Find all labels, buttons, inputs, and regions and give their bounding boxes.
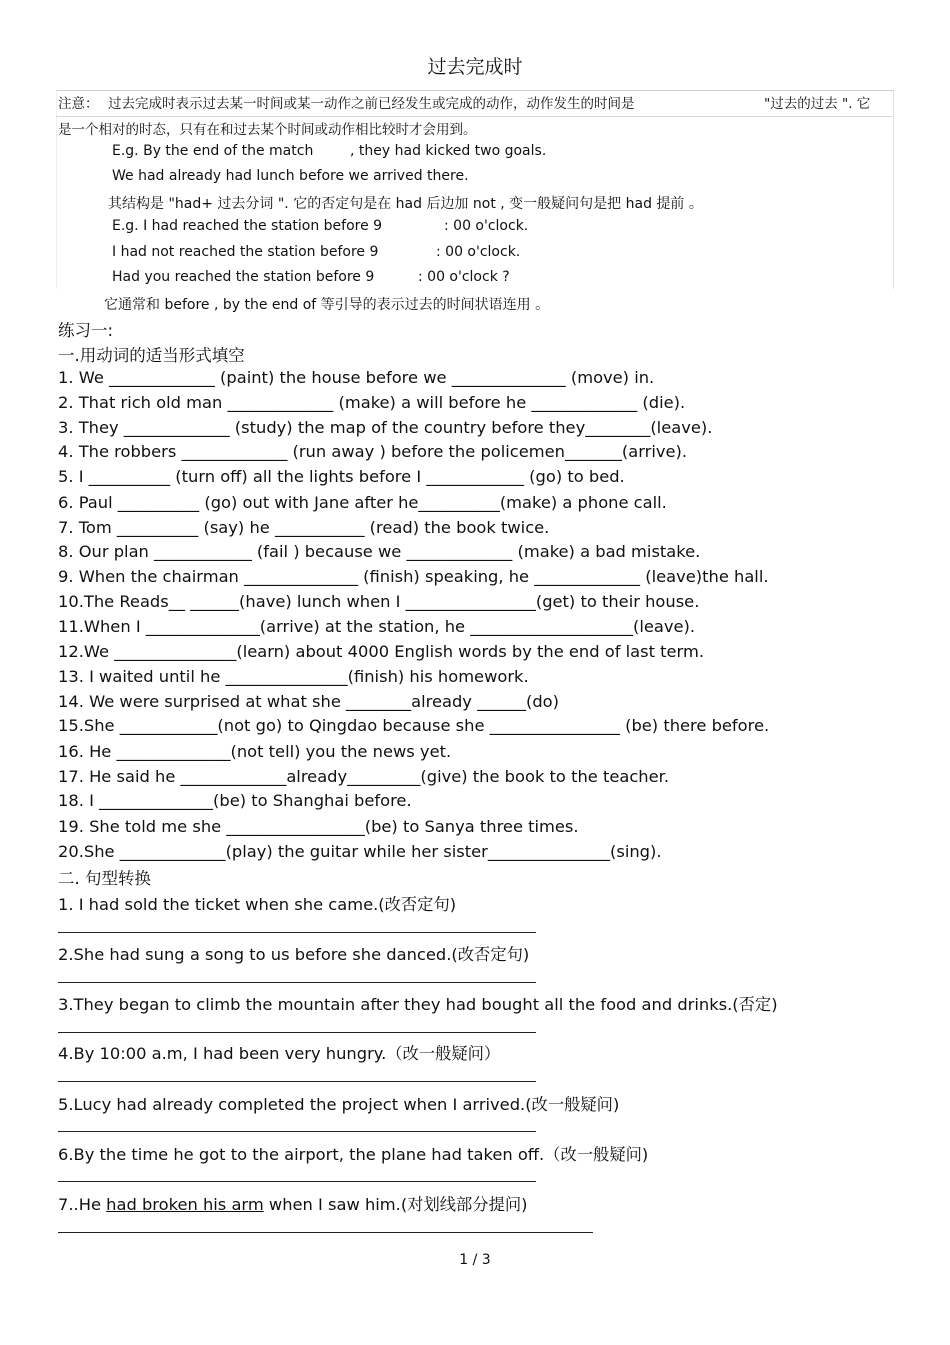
answer-line[interactable] xyxy=(58,1181,536,1182)
note-line2: 是一个相对的时态，只有在和过去某个时间或动作相比较时才会用到。 xyxy=(58,122,477,138)
transform-item-7 xyxy=(58,1191,528,1215)
note-divider xyxy=(56,116,892,117)
note-label: 注意： xyxy=(58,96,99,112)
transform-item: 3.They began to climb the mountain after they had bought all the food and drinks.(否定) xyxy=(58,995,778,1014)
exercise-item: 3. They _____________ (study) the map of the country before they________(leave). xyxy=(58,418,713,437)
item7-prefix: 7..He xyxy=(58,1195,107,1214)
example-4b: : 00 o'clock. xyxy=(436,244,521,260)
example-3b: : 00 o'clock. xyxy=(444,218,529,234)
exercise-item: 13. I waited until he _______________(finish) his homework. xyxy=(58,667,529,686)
exercise-item: 2. That rich old man _____________ (make) a will before he _____________ (die). xyxy=(58,393,686,412)
example-5b: : 00 o'clock ? xyxy=(418,269,510,285)
answer-line[interactable] xyxy=(58,1081,536,1082)
exercise-item: 10.The Reads__ ______(have) lunch when I ________________(get) to their house. xyxy=(58,592,700,611)
practice-heading: 练习一: xyxy=(58,321,114,340)
transform-item: 4.By 10:00 a.m, I had been very hungry.（改一般疑问） xyxy=(58,1044,501,1063)
exercise-item: 6. Paul __________ (go) out with Jane after he__________(make) a phone call. xyxy=(58,493,667,512)
answer-line[interactable] xyxy=(58,1131,536,1132)
answer-line[interactable] xyxy=(58,982,536,983)
example-4a: I had not reached the station before 9 xyxy=(112,244,379,260)
exercise-item: 12.We _______________(learn) about 4000 English words by the end of last term. xyxy=(58,642,705,661)
structure-text: 其结构是 "had+ 过去分词 ". 它的否定句是在 had 后边加 not , 变一般疑问句是把 had 提前 。 xyxy=(108,196,703,212)
section1-heading: 一.用动词的适当形式填空 xyxy=(58,346,245,365)
page-number: 1 / 3 xyxy=(459,1252,491,1268)
example-1b: , they had kicked two goals. xyxy=(350,143,547,159)
exercise-item: 9. When the chairman ______________ (finish) speaking, he _____________ (leave)the hall. xyxy=(58,567,769,586)
exercise-item: 15.She ____________(not go) to Qingdao because she ________________ (be) there before. xyxy=(58,716,770,735)
exercise-item: 17. He said he _____________already_________(give) the book to the teacher. xyxy=(58,767,669,786)
exercise-item: 14. We were surprised at what she ________already ______(do) xyxy=(58,692,559,711)
exercise-item: 7. Tom __________ (say) he ___________ (read) the book twice. xyxy=(58,518,550,537)
exercise-item: 19. She told me she _________________(be) to Sanya three times. xyxy=(58,817,579,836)
exercise-item: 20.She _____________(play) the guitar while her sister_______________(sing). xyxy=(58,842,662,861)
exercise-item: 18. I ______________(be) to Shanghai before. xyxy=(58,791,412,810)
example-3a: E.g. I had reached the station before 9 xyxy=(112,218,383,234)
transform-item: 2.She had sung a song to us before she danced.(改否定句) xyxy=(58,945,530,964)
item7-underlined-phrase: had broken his arm xyxy=(106,1195,264,1214)
transform-item: 5.Lucy had already completed the project when I arrived.(改一般疑问) xyxy=(58,1095,620,1114)
exercise-item: 4. The robbers _____________ (run away ) before the policemen_______(arrive). xyxy=(58,442,688,461)
example-1a: E.g. By the end of the match xyxy=(112,143,314,159)
note-line1-quote: "过去的过去 ". 它 xyxy=(764,96,871,112)
example-2: We had already had lunch before we arrived there. xyxy=(112,168,469,184)
usage-text: 它通常和 before , by the end of 等引导的表示过去的时间状语连用 。 xyxy=(104,297,550,313)
exercise-item: 11.When I ______________(arrive) at the station, he ____________________(leave). xyxy=(58,617,696,636)
page-title: 过去完成时 xyxy=(427,56,523,78)
item7-suffix: when I saw him.(对划线部分提问) xyxy=(263,1195,528,1214)
example-5a: Had you reached the station before 9 xyxy=(112,269,375,285)
note-line1: 过去完成时表示过去某一时间或某一动作之前已经发生或完成的动作，动作发生的时间是 xyxy=(108,96,635,112)
answer-line[interactable] xyxy=(58,1232,593,1233)
section2-heading: 二. 句型转换 xyxy=(58,869,151,888)
exercise-item: 8. Our plan ____________ (fail ) because we _____________ (make) a bad mistake. xyxy=(58,542,701,561)
exercise-item: 1. We _____________ (paint) the house before we ______________ (move) in. xyxy=(58,368,655,387)
transform-item: 1. I had sold the ticket when she came.(改否定句) xyxy=(58,895,457,914)
transform-item: 6.By the time he got to the airport, the plane had taken off.（改一般疑问) xyxy=(58,1145,649,1164)
exercise-item: 5. I __________ (turn off) all the lights before I ____________ (go) to bed. xyxy=(58,467,625,486)
answer-line[interactable] xyxy=(58,1032,536,1033)
answer-line[interactable] xyxy=(58,932,536,933)
exercise-item: 16. He ______________(not tell) you the news yet. xyxy=(58,742,452,761)
